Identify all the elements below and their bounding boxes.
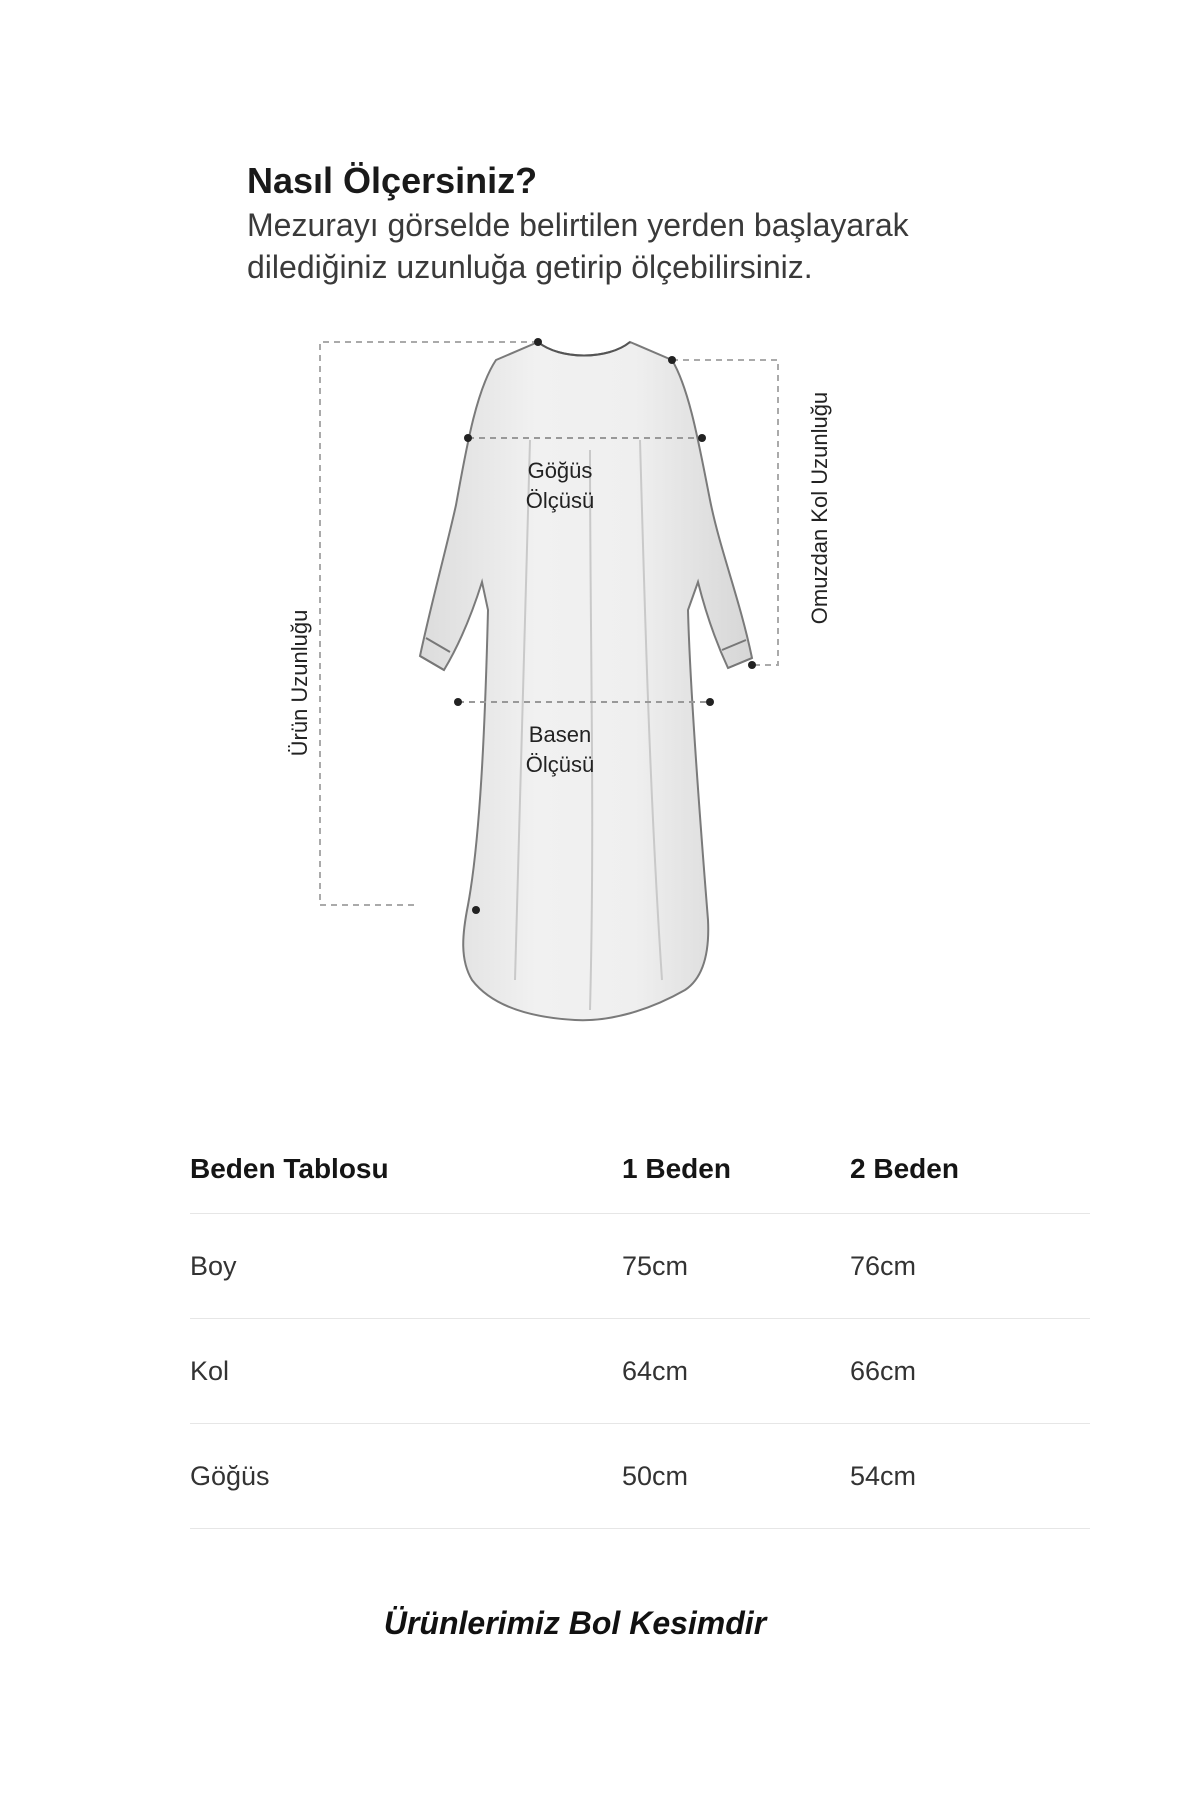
row-label: Göğüs xyxy=(190,1460,270,1491)
row-value-size-2: 66cm xyxy=(850,1355,917,1386)
chest-label xyxy=(485,456,635,516)
size-table xyxy=(190,1125,1090,1529)
instructions-text xyxy=(247,204,1007,288)
header-size-2: 2 Beden xyxy=(850,1153,959,1184)
hip-label-line-2: Ölçüsü xyxy=(525,752,595,777)
row-value-size-1: 64cm xyxy=(622,1355,689,1386)
hip-label-line-1: Basen xyxy=(528,722,592,747)
hip-label xyxy=(485,720,635,780)
header-size-table: Beden Tablosu xyxy=(190,1153,389,1184)
measure-point xyxy=(706,698,714,706)
instructions-line-2: dilediğiniz uzunluğa getirip ölçebilirsiniz. xyxy=(247,249,813,285)
dress-outline xyxy=(420,342,752,1020)
row-value-size-1: 75cm xyxy=(622,1250,689,1281)
measure-point xyxy=(464,434,472,442)
measure-point xyxy=(698,434,706,442)
table-row xyxy=(190,1214,1090,1319)
page-title: Nasıl Ölçersiniz? xyxy=(247,160,538,201)
measurement-illustration xyxy=(287,320,870,1080)
dress-sketch-icon xyxy=(290,320,870,1080)
header-size-1: 1 Beden xyxy=(622,1153,731,1184)
table-row xyxy=(190,1424,1090,1529)
row-value-size-2: 76cm xyxy=(850,1250,917,1281)
row-value-size-1: 50cm xyxy=(622,1460,689,1491)
length-label: Ürün Uzunluğu xyxy=(287,609,312,757)
measure-point xyxy=(748,661,756,669)
chest-label-line-2: Ölçüsü xyxy=(525,488,595,513)
measure-point xyxy=(668,356,676,364)
row-label: Kol xyxy=(190,1355,230,1386)
row-value-size-2: 54cm xyxy=(850,1460,917,1491)
table-row xyxy=(190,1319,1090,1424)
measure-point xyxy=(534,338,542,346)
instructions-line-1: Mezurayı görselde belirtilen yerden başlayarak xyxy=(247,207,909,243)
chest-label-line-1: Göğüs xyxy=(527,458,593,483)
row-label: Boy xyxy=(190,1250,237,1281)
sleeve-label: Omuzdan Kol Uzunluğu xyxy=(807,391,832,625)
table-header-row xyxy=(190,1125,1090,1214)
measure-point xyxy=(472,906,480,914)
measure-point xyxy=(454,698,462,706)
fit-note: Ürünlerimiz Bol Kesimdir xyxy=(383,1605,767,1641)
